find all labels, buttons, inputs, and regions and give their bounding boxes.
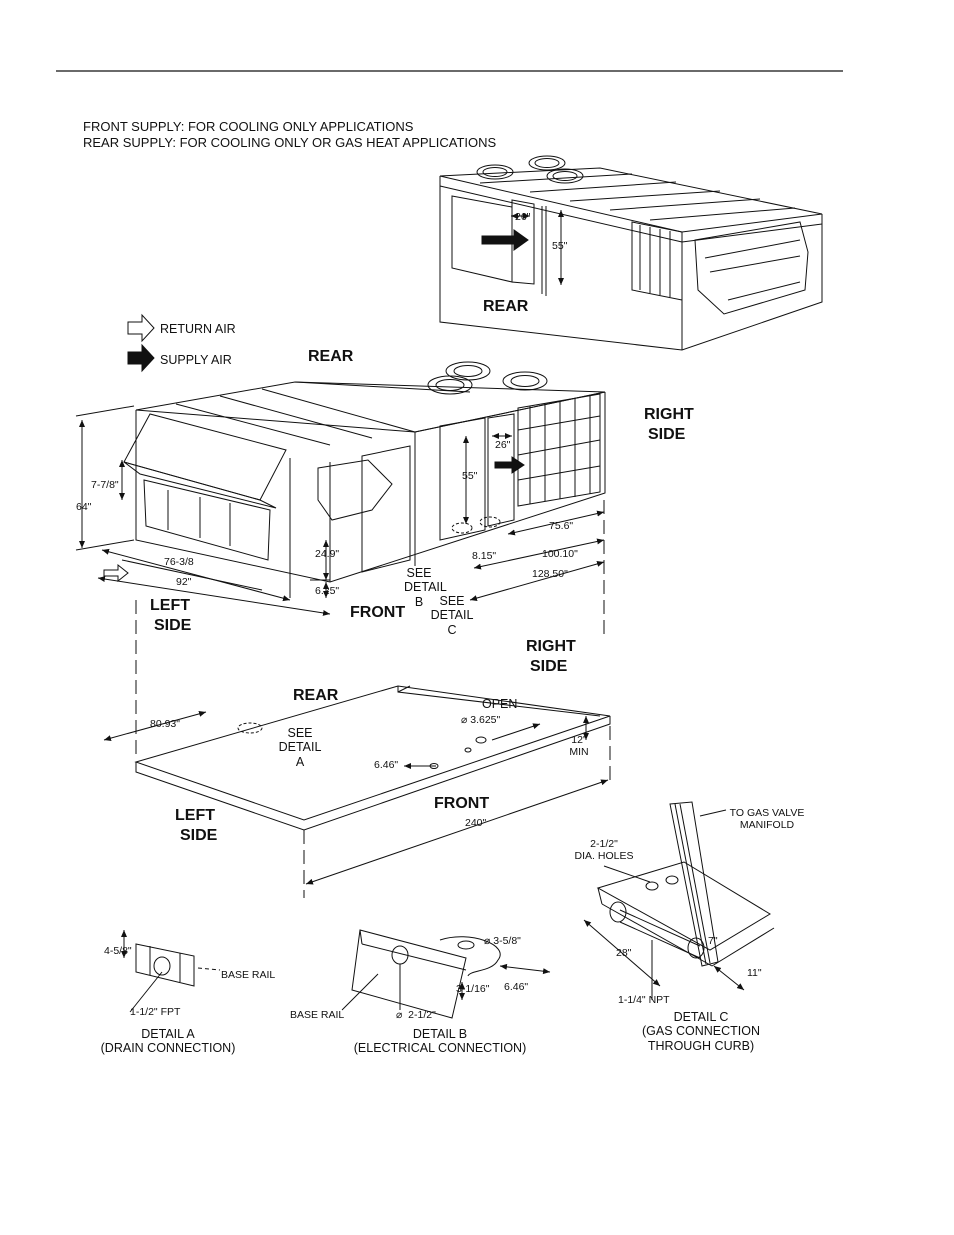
main-rear-label: REAR: [308, 348, 354, 365]
see-detail-b: SEE DETAIL B: [404, 566, 447, 609]
front-supply-arrow: [495, 457, 524, 473]
detail-c-title: DETAIL C (GAS CONNECTION THROUGH CURB): [641, 1010, 761, 1053]
base-dim-240: 240": [465, 817, 487, 829]
main-dim-26: 26": [495, 439, 511, 451]
see-detail-c: SEE DETAIL C: [430, 594, 474, 637]
base-dim-12-min: 12" MIN: [569, 734, 589, 759]
main-right-side-1: RIGHT: [644, 406, 694, 423]
detail-b-base-rail: BASE RAIL: [290, 1009, 345, 1021]
base-left-side-2: SIDE: [180, 827, 218, 844]
dim-6-25: 6.25": [315, 585, 340, 597]
detail-a-dim-4-5-8: 4-5/8": [104, 945, 132, 957]
top-dim-55: 55": [552, 240, 568, 252]
legend-supply-air: SUPPLY AIR: [160, 353, 232, 367]
main-unit-view: [124, 362, 605, 598]
supply-air-symbol: [128, 345, 154, 371]
detail-a-base-rail: BASE RAIL: [221, 969, 276, 981]
see-detail-a: SEE DETAIL A: [278, 726, 322, 769]
dim-100-10: 100.10": [542, 548, 578, 560]
dim-76-3-8: 76-3/8: [164, 556, 194, 568]
note-front-supply: FRONT SUPPLY: FOR COOLING ONLY APPLICATIONS: [83, 119, 414, 134]
base-front-label: FRONT: [434, 795, 490, 812]
detail-b-dim-3-5-8: ⌀ 3-5/8": [484, 935, 521, 947]
detail-a-drawing: [124, 930, 220, 1012]
base-right-side-1: RIGHT: [526, 638, 576, 655]
detail-a-title: DETAIL A (DRAIN CONNECTION): [100, 1027, 236, 1056]
detail-a-fpt: 1-1/2" FPT: [130, 1006, 181, 1018]
base-rear-label: REAR: [293, 687, 339, 704]
dim-7-7-8: 7-7/8": [91, 479, 119, 491]
return-air-symbol: [128, 315, 154, 341]
detail-b-dim-2-1-2: ⌀ 2-1/2": [396, 1009, 436, 1021]
base-dim-80-93: 80.93": [150, 718, 181, 730]
dim-128-50: 128.50": [532, 568, 568, 580]
detail-c-dim-11: 11": [747, 967, 762, 979]
main-left-side-1: LEFT: [150, 597, 190, 614]
detail-c-drawing: [584, 802, 774, 1000]
base-left-side-1: LEFT: [175, 807, 215, 824]
detail-c-dim-7: 7": [708, 935, 718, 947]
detail-c-dim-28: 28": [616, 947, 632, 959]
main-front-label: FRONT: [350, 604, 406, 621]
dim-24-9: 24.9": [315, 548, 340, 560]
dim-75-6: 75.6": [549, 520, 574, 532]
base-dim-6-46: 6.46": [374, 759, 399, 771]
detail-c-npt: 1-1/4" NPT: [618, 994, 670, 1006]
detail-b-dim-6-46: 6.46": [504, 981, 529, 993]
top-supply-arrow: [482, 230, 528, 250]
legend-return-air: RETURN AIR: [160, 322, 236, 336]
base-right-side-2: SIDE: [530, 658, 568, 675]
note-rear-supply: REAR SUPPLY: FOR COOLING ONLY OR GAS HEAT APPLICATIONS: [83, 135, 497, 150]
main-dim-55: 55": [462, 470, 478, 482]
base-open-label: OPEN: [482, 697, 518, 711]
top-unit-view: [440, 156, 822, 350]
main-left-side-2: SIDE: [154, 617, 192, 634]
detail-b-dim-3-1-16: 3-1/16": [456, 983, 490, 995]
dim-92: 92": [176, 576, 192, 588]
base-dim-3-625: ⌀ 3.625": [461, 714, 501, 726]
dim-8-15: 8.15": [472, 550, 497, 562]
top-rear-label: REAR: [483, 298, 529, 315]
detail-c-holes: 2-1/2" DIA. HOLES: [574, 838, 634, 863]
main-right-side-2: SIDE: [648, 426, 686, 443]
detail-b-title: DETAIL B (ELECTRICAL CONNECTION): [353, 1027, 527, 1056]
dim-64: 64": [76, 501, 92, 513]
top-dim-26: 26": [515, 211, 531, 223]
detail-c-to-gas: TO GAS VALVE MANIFOLD: [729, 807, 805, 832]
